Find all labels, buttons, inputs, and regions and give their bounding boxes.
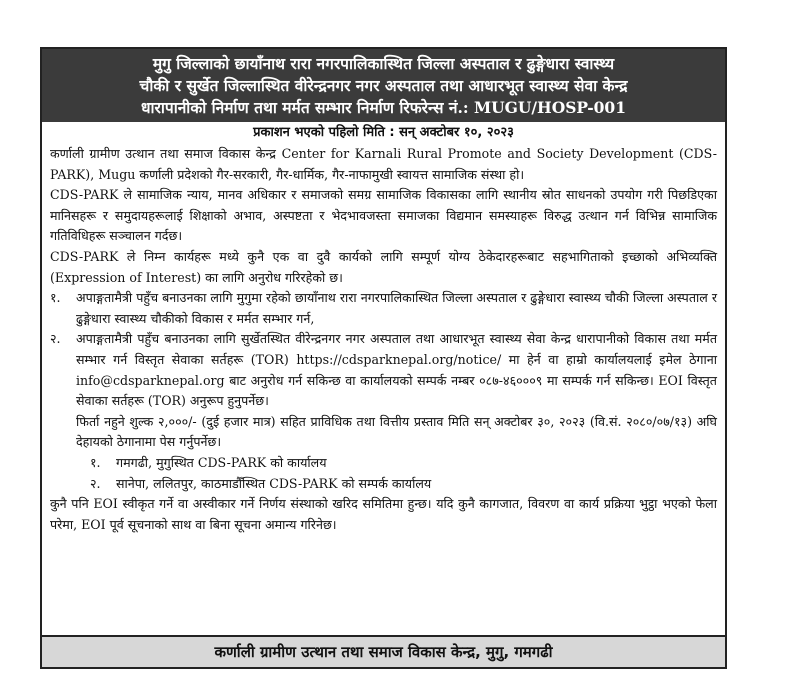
address-text: गमगढी, मुगुस्थित CDS-PARK को कार्यालय <box>116 454 327 470</box>
notice-header <box>42 49 725 122</box>
notice-title-line-1: मुगु जिल्लाको छायाँनाथ रारा नगरपालिकास्थित जिल्ला अस्पताल र ढुङ्गेधारा स्वास्थ्य <box>152 55 615 73</box>
submission-paragraph: फिर्ता नहुने शुल्क २,०००/- (दुई हजार मात्र) सहित प्राविधिक तथा वित्तीय प्रस्ताव मिति सन् अक्टोबर ३०, २०२३ (वि.सं. २०८०/०७/१३) अघि देहायको ठेगानामा पेस गर्नुपर्नेछ। <box>76 413 717 450</box>
eoi-request-paragraph: CDS-PARK ले निम्न कार्यहरू मध्ये कुनै एक वा दुवै कार्यको लागि सम्पूर्ण योग्य ठेकेदारहरूबाट सहभागिताको इच्छाको अभिव्यक्ति (Expression of Interest) का लागि अनुरोध गरिरहेको छ। <box>50 248 717 285</box>
work-item-text: अपाङ्गतामैत्री पहुँच बनाउनका लागि सुर्खेतस्थित वीरेन्द्रनगर नगर अस्पताल तथा आधारभूत स्वास्थ्य सेवा केन्द्र धारापानीको विकास तथा मर्मत सम्भार गर्न विस्तृत सेवाका सर्तहरू (TOR) https://cdsparknepal.org/notice/ मा हेर्न वा हाम्रो कार्यालयलाई इमेल ठेगाना info@cdsparknepal.org बाट अनुरोध गर्न सकिन्छ वा कार्यालयको सम्पर्क नम्बर ०८७-४६०००९ मा सम्पर्क गर्न सकिन्छ। EOI विस्तृत सेवाका सर्तहरू (TOR) अनुरूप हुनुपर्नेछ। <box>76 331 717 409</box>
address-item-1 <box>50 453 717 474</box>
address-text: सानेपा, ललितपुर, काठमाडौँस्थित CDS-PARK को सम्पर्क कार्यालय <box>116 475 432 491</box>
address-item-2 <box>50 474 717 495</box>
notice-title-line-3: धारापानीको निर्माण तथा मर्मत सम्भार निर्माण रिफरेन्स नं.: MUGU/HOSP-001 <box>140 98 626 117</box>
closing-paragraph: कुनै पनि EOI स्वीकृत गर्ने वा अस्वीकार गर्ने निर्णय संस्थाको खरिद समितिमा हुन्छ। यदि कुनै कागजात, विवरण वा कार्य प्रक्रिया भुट्ठा भएको फेला परेमा, EOI पूर्व सूचनाको साथ वा बिना सूचना अमान्य गरिनेछ। <box>50 496 717 532</box>
work-item-2 <box>50 329 717 411</box>
work-item-number: २. <box>50 331 61 347</box>
notice-title-line-2: चौकी र सुर्खेत जिल्लास्थित वीरेन्द्रनगर नगर अस्पताल तथा आधारभूत स्वास्थ्य सेवा केन्द्र <box>139 77 628 95</box>
work-item-number: १. <box>50 290 61 306</box>
address-number: १. <box>90 454 101 470</box>
work-item-1 <box>50 288 717 329</box>
publication-date: प्रकाशन भएको पहिलो मिति : सन् अक्टोबर १०, २०२३ <box>253 125 514 140</box>
notice-body <box>42 144 725 535</box>
address-number: २. <box>90 475 101 491</box>
work-item-text: अपाङ्गतामैत्री पहुँच बनाउनका लागि मुगुमा रहेको छायाँनाथ रारा नगरपालिकास्थित जिल्ला अस्पताल र ढुङ्गेधारा स्वास्थ्य चौकी जिल्ला अस्पताल र ढुङ्गेधारा स्वास्थ्य चौकीको विकास र मर्मत सम्भार गर्न, <box>76 290 717 326</box>
notice-box <box>40 47 727 669</box>
mission-paragraph: CDS-PARK ले सामाजिक न्याय, मानव अधिकार र समाजको समग्र सामाजिक विकासका लागि स्थानीय स्रोत साधनको उपयोग गरी पिछडिएका मानिसहरू र समुदायहरूलाई शिक्षाको अभाव, अस्पष्टता र भेदभावजस्ता समाजका विद्यमान समस्याहरू विरुद्ध उत्थान गर्न विभिन्न सामाजिक गतिविधिहरू सञ्चालन गर्दछ। <box>50 187 718 244</box>
organization-footer: कर्णाली ग्रामीण उत्थान तथा समाज विकास केन्द्र, मुगु, गमगढी <box>42 635 725 667</box>
intro-paragraph: कर्णाली ग्रामीण उत्थान तथा समाज विकास केन्द्र Center for Karnali Rural Promote and Society Development (CDS-PARK), Mugu कर्णाली प्रदेशको गैर-सरकारी, गैर-धार्मिक, गैर-नाफामुखी स्वायत्त सामाजिक संस्था हो। <box>50 146 717 182</box>
